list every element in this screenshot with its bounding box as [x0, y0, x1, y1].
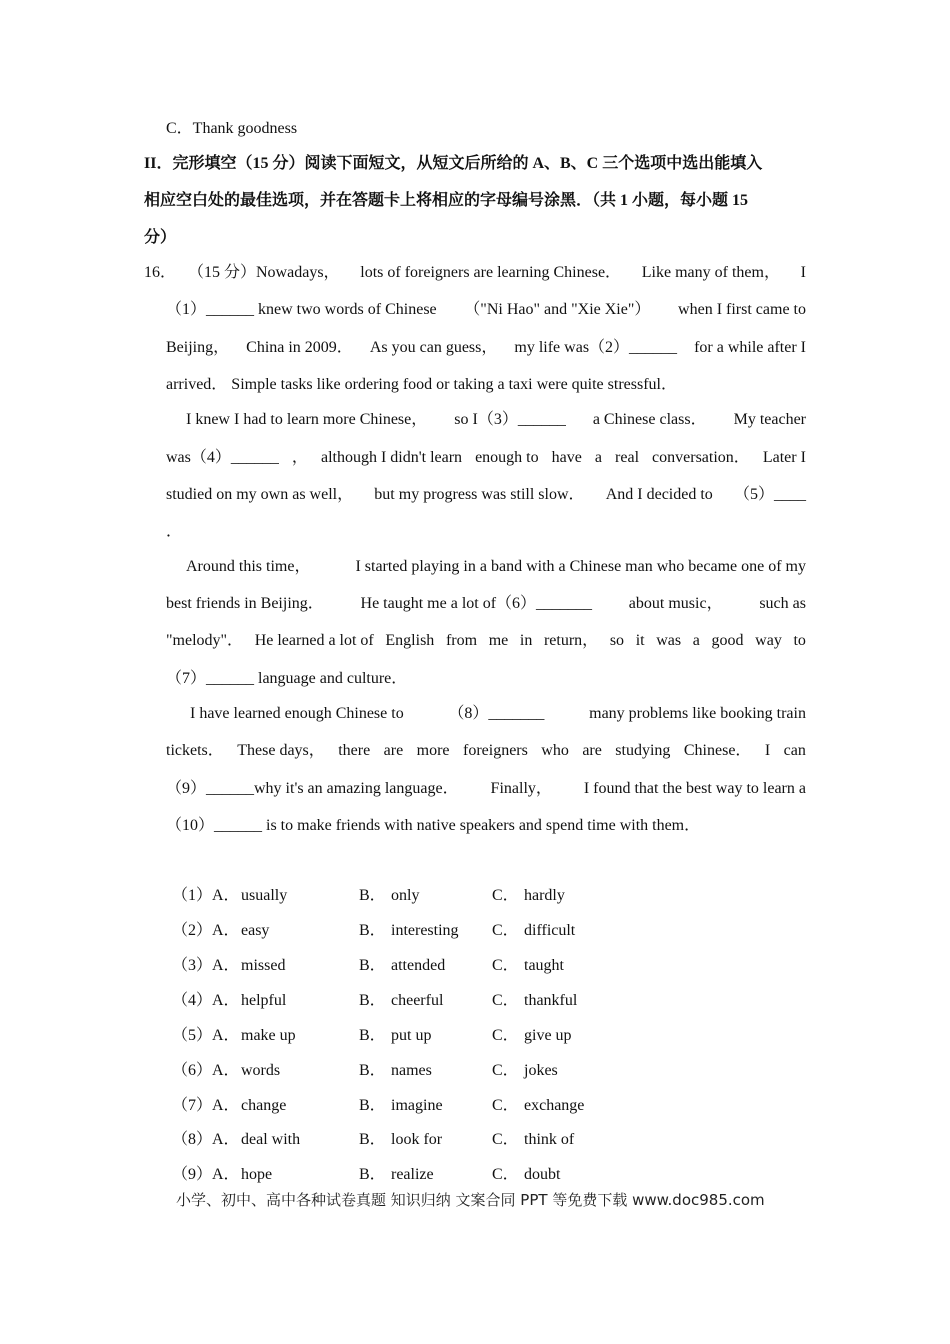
option-a: words	[241, 1062, 281, 1079]
option-row	[172, 920, 772, 942]
question-number: 16．	[144, 264, 177, 281]
section-heading-line1: II．完形填空（15 分）阅读下面短文，从短文后所给的 A、B、C 三个选项中选出能填入	[144, 155, 763, 172]
option-num: （4）A．	[172, 992, 240, 1009]
option-b: attended	[391, 957, 446, 974]
option-a: deal with	[241, 1131, 301, 1148]
option-b: put up	[391, 1027, 432, 1044]
passage-segment: was	[656, 632, 682, 649]
passage-segment: I	[800, 264, 806, 281]
section-heading-line2: 相应空白处的最佳选项，并在答题卡上将相应的字母编号涂黑．（共 1 小题，每小题 15	[144, 192, 749, 209]
passage-segment: can	[783, 742, 806, 759]
passage-segment: English	[385, 632, 435, 649]
passage-segment: Like many of them，	[641, 264, 780, 281]
option-b: realize	[391, 1166, 434, 1183]
option-row	[172, 1129, 772, 1151]
passage-segment: My teacher	[733, 411, 806, 428]
passage-segment: from	[445, 632, 478, 649]
option-a: make up	[241, 1027, 296, 1044]
passage-segment: Chinese．	[683, 742, 752, 759]
passage-line	[166, 375, 677, 395]
option-row	[172, 955, 772, 977]
option-c-label: C．	[492, 1062, 519, 1079]
passage-segment: arrived． Simple tasks like ordering food or taking a taxi were quite stressful．	[166, 376, 677, 393]
passage-segment: I	[764, 742, 771, 759]
passage-segment: although I didn't learn	[320, 449, 463, 466]
passage-line	[166, 779, 806, 799]
option-row	[172, 1164, 772, 1186]
option-c-label: C．	[492, 1097, 519, 1114]
passage-segment: Around this time，	[186, 558, 311, 575]
option-b: names	[391, 1062, 432, 1079]
passage-segment: in	[519, 632, 533, 649]
passage-line	[166, 816, 700, 836]
option-c: thankful	[524, 992, 578, 1009]
section-heading-line3: 分）	[144, 229, 177, 246]
passage-line	[190, 704, 806, 724]
passage-segment: I have learned enough Chinese to	[190, 705, 404, 722]
option-c: give up	[524, 1027, 572, 1044]
option-num: （3）A．	[172, 957, 240, 974]
passage-segment: many problems like booking train	[589, 705, 806, 722]
option-b-label: B．	[359, 992, 386, 1009]
option-c: doubt	[524, 1166, 561, 1183]
passage-segment: Beijing，	[166, 339, 230, 356]
passage-segment: are	[582, 742, 602, 759]
passage-segment: （15 分）Nowadays，	[188, 264, 340, 281]
option-a: usually	[241, 887, 288, 904]
option-c-label: C．	[492, 887, 519, 904]
passage-line	[166, 741, 806, 761]
passage-line	[166, 338, 806, 358]
passage-segment: I knew I had to learn more Chinese，	[186, 411, 428, 428]
passage-segment: Finally，	[490, 780, 552, 797]
option-b: cheerful	[391, 992, 444, 1009]
option-b-label: B．	[359, 887, 386, 904]
passage-segment: my life was（2）______	[514, 339, 678, 356]
passage-segment: （10）______ is to make friends with native speakers and spend time with them．	[166, 817, 701, 834]
option-b: imagine	[391, 1097, 443, 1114]
passage-segment: lots of foreigners are learning Chinese．	[360, 264, 622, 281]
passage-segment: but my progress was still slow．	[374, 486, 585, 503]
passage-segment: for a while after I	[694, 339, 806, 356]
passage-line	[166, 448, 806, 468]
option-a: easy	[241, 922, 270, 939]
option-c-label: C．	[492, 1166, 519, 1183]
option-num: （6）A．	[172, 1062, 240, 1079]
passage-segment: good	[711, 632, 744, 649]
passage-segment: when I first came to	[678, 301, 806, 318]
passage-segment: （8）_______	[448, 705, 545, 722]
passage-line	[166, 300, 806, 320]
passage-segment: I found that the best way to learn a	[583, 780, 806, 797]
passage-segment: tickets．	[166, 742, 224, 759]
option-b-label: B．	[359, 1062, 386, 1079]
option-c: think of	[524, 1131, 575, 1148]
option-c-label: C．	[492, 992, 519, 1009]
passage-segment: （"Ni Hao" and "Xie Xie"）	[464, 301, 651, 318]
option-b: only	[391, 887, 420, 904]
option-c: taught	[524, 957, 564, 974]
passage-segment: studied on my own as well，	[166, 486, 354, 503]
passage-segment: it	[635, 632, 645, 649]
passage-segment: China in 2009．	[246, 339, 353, 356]
option-c-label: C．	[492, 1131, 519, 1148]
passage-line	[166, 631, 806, 651]
option-a: missed	[241, 957, 286, 974]
passage-segment: who	[541, 742, 569, 759]
passage-segment: （7）______ language and culture．	[166, 670, 408, 687]
option-b: look for	[391, 1131, 443, 1148]
passage-segment: a Chinese class．	[592, 411, 707, 428]
option-c-label: C．	[492, 1027, 519, 1044]
passage-segment: me	[488, 632, 509, 649]
passage-segment: so	[609, 632, 625, 649]
passage-segment: about music，	[628, 595, 723, 612]
option-row	[172, 990, 772, 1012]
passage-segment: And I decided to	[605, 486, 713, 503]
option-a: hope	[241, 1166, 273, 1183]
passage-segment: such as	[759, 595, 806, 612]
passage-line	[166, 485, 806, 505]
option-row	[172, 885, 772, 907]
option-c-label: C．	[492, 922, 519, 939]
passage-segment: As you can guess，	[369, 339, 498, 356]
passage-segment: He taught me a lot of（6）_______	[360, 595, 593, 612]
option-b-label: B．	[359, 1166, 386, 1183]
passage-line	[166, 594, 806, 614]
passage-segment: best friends in Beijing．	[166, 595, 324, 612]
passage-segment: are	[383, 742, 404, 759]
passage-segment: foreigners	[462, 742, 528, 759]
passage-segment: ，	[291, 449, 308, 466]
passage-line	[166, 522, 182, 542]
option-row	[172, 1095, 772, 1117]
passage-segment: return，	[543, 632, 599, 649]
passage-segment: way	[755, 632, 782, 649]
option-num: （8）A．	[172, 1131, 240, 1148]
passage-segment: ．	[166, 523, 183, 540]
option-num: （2）A．	[172, 922, 240, 939]
passage-segment: there	[338, 742, 371, 759]
option-b: interesting	[391, 922, 459, 939]
passage-segment: real	[615, 449, 640, 466]
option-c: hardly	[524, 887, 565, 904]
passage-segment: to	[793, 632, 806, 649]
passage-line	[186, 557, 806, 577]
option-c: difficult	[524, 922, 576, 939]
passage-segment: conversation．	[652, 449, 750, 466]
passage-line	[188, 263, 806, 283]
passage-segment: studying	[615, 742, 671, 759]
option-b-label: B．	[359, 1131, 386, 1148]
passage-segment: was（4）______	[166, 449, 279, 466]
option-num: （1）A．	[172, 887, 240, 904]
passage-segment: more	[416, 742, 450, 759]
passage-segment: have	[551, 449, 582, 466]
passage-segment: These days，	[237, 742, 325, 759]
passage-segment: Later I	[762, 449, 806, 466]
option-row	[172, 1025, 772, 1047]
passage-segment: He learned a lot of	[254, 632, 374, 649]
option-a: helpful	[241, 992, 287, 1009]
option-c: jokes	[524, 1062, 558, 1079]
previous-option-c: C．Thank goodness	[166, 120, 298, 137]
option-row	[172, 1060, 772, 1082]
option-a: change	[241, 1097, 287, 1114]
option-c: exchange	[524, 1097, 585, 1114]
passage-segment: a	[594, 449, 602, 466]
passage-segment: enough to	[475, 449, 539, 466]
footer-note: 小学、初中、高中各种试卷真题 知识归纳 文案合同 PPT 等免费下载 www.doc985.com	[176, 1191, 765, 1209]
passage-segment: （5）____	[733, 486, 806, 503]
passage-segment: a	[692, 632, 700, 649]
passage-line	[166, 669, 407, 689]
option-b-label: B．	[359, 1097, 386, 1114]
passage-segment: so I（3）______	[454, 411, 566, 428]
option-num: （7）A．	[172, 1097, 240, 1114]
option-b-label: B．	[359, 1027, 386, 1044]
option-b-label: B．	[359, 922, 386, 939]
option-num: （5）A．	[172, 1027, 240, 1044]
option-c-label: C．	[492, 957, 519, 974]
passage-segment: I started playing in a band with a Chinese man who became one of my	[355, 558, 806, 575]
passage-line	[186, 410, 806, 430]
option-num: （9）A．	[172, 1166, 240, 1183]
option-b-label: B．	[359, 957, 386, 974]
passage-segment: （9）______why it's an amazing language．	[166, 780, 459, 797]
passage-segment: "melody"．	[166, 632, 244, 649]
passage-segment: （1）______ knew two words of Chinese	[166, 301, 437, 318]
